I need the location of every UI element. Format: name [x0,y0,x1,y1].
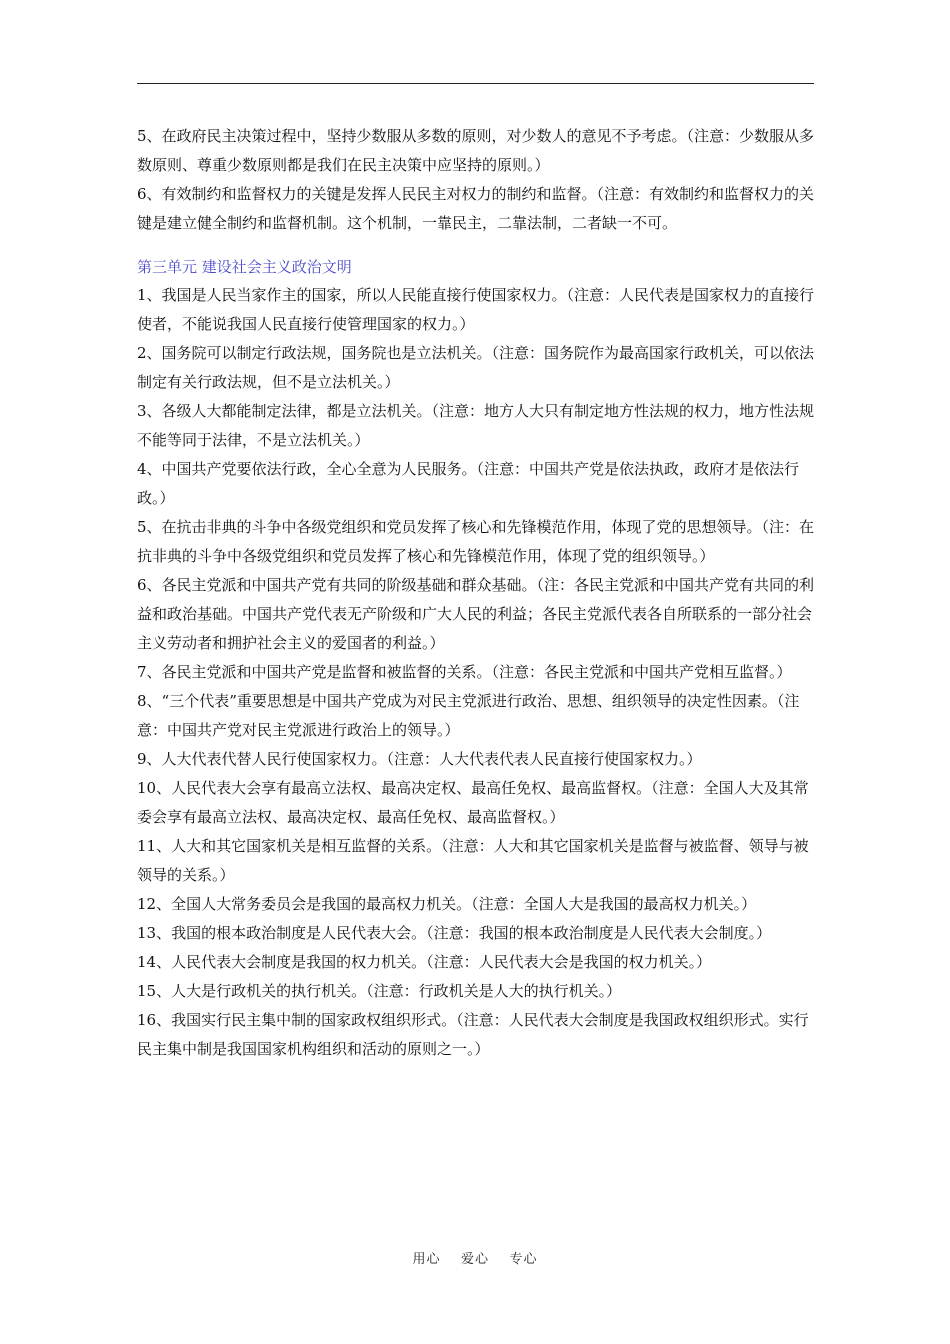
paragraph-7: 7、各民主党派和中国共产党是监督和被监督的关系。（注意：各民主党派和中国共产党相互监督。） [137,663,792,681]
header-rule [137,83,814,84]
paragraph-top-6: 6、有效制约和监督权力的关键是发挥人民民主对权力的制约和监督。（注意：有效制约和监督权力的关键是建立健全制约和监督机制。这个机制，一靠民主，二靠法制，二者缺一不可。 [137,185,815,232]
section-gap [137,238,822,254]
paragraph-8: 8、“三个代表”重要思想是中国共产党成为对民主党派进行政治、思想、组织领导的决定性因素。（注意：中国共产党对民主党派进行政治上的领导。） [137,692,800,739]
page-footer: 用心 爱心 专心 [412,1252,538,1267]
document-body [137,122,822,1064]
paragraph-13: 13、我国的根本政治制度是人民代表大会。（注意：我国的根本政治制度是人民代表大会制度。） [137,924,772,942]
paragraph-12: 12、全国人大常务委员会是我国的最高权力机关。（注意：全国人大是我国的最高权力机关。） [137,895,757,913]
paragraph-5: 5、在抗击非典的斗争中各级党组织和党员发挥了核心和先锋模范作用，体现了党的思想领导。（注：在抗非典的斗争中各级党组织和党员发挥了核心和先锋模范作用，体现了党的组织领导。） [137,518,815,565]
paragraph-9: 9、人大代表代替人民行使国家权力。（注意：人大代表代表人民直接行使国家权力。） [137,750,702,768]
paragraph-11: 11、人大和其它国家机关是相互监督的关系。（注意：人大和其它国家机关是监督与被监督、领导与被领导的关系。） [137,837,809,884]
paragraph-14: 14、人民代表大会制度是我国的权力机关。（注意：人民代表大会是我国的权力机关。） [137,953,712,971]
paragraph-3: 3、各级人大都能制定法律，都是立法机关。（注意：地方人大只有制定地方性法规的权力，地方性法规不能等同于法律，不是立法机关。） [137,402,815,449]
section-title: 第三单元 建设社会主义政治文明 [137,258,352,276]
paragraph-10: 10、人民代表大会享有最高立法权、最高决定权、最高任免权、最高监督权。（注意：全国人大及其常委会享有最高立法权、最高决定权、最高任免权、最高监督权。） [137,779,809,826]
paragraph-6: 6、各民主党派和中国共产党有共同的阶级基础和群众基础。（注：各民主党派和中国共产党有共同的利益和政治基础。中国共产党代表无产阶级和广大人民的利益；各民主党派代表各自所联系的一部分社会主义劳动者和拥护社会主义的爱国者的利益。） [137,576,815,652]
paragraph-15: 15、人大是行政机关的执行机关。（注意：行政机关是人大的执行机关。） [137,982,622,1000]
paragraph-1: 1、我国是人民当家作主的国家，所以人民能直接行使国家权力。（注意：人民代表是国家权力的直接行使者，不能说我国人民直接行使管理国家的权力。） [137,286,815,333]
paragraph-4: 4、中国共产党要依法行政，全心全意为人民服务。（注意：中国共产党是依法执政，政府才是依法行政。） [137,460,800,507]
paragraph-16: 16、我国实行民主集中制的国家政权组织形式。（注意：人民代表大会制度是我国政权组织形式。实行民主集中制是我国国家机构组织和活动的原则之一。） [137,1011,809,1058]
paragraph-2: 2、国务院可以制定行政法规，国务院也是立法机关。（注意：国务院作为最高国家行政机关，可以依法制定有关行政法规，但不是立法机关。） [137,344,815,391]
paragraph-top-5: 5、在政府民主决策过程中，坚持少数服从多数的原则，对少数人的意见不予考虑。（注意：少数服从多数原则、尊重少数原则都是我们在民主决策中应坚持的原则。） [137,127,815,174]
